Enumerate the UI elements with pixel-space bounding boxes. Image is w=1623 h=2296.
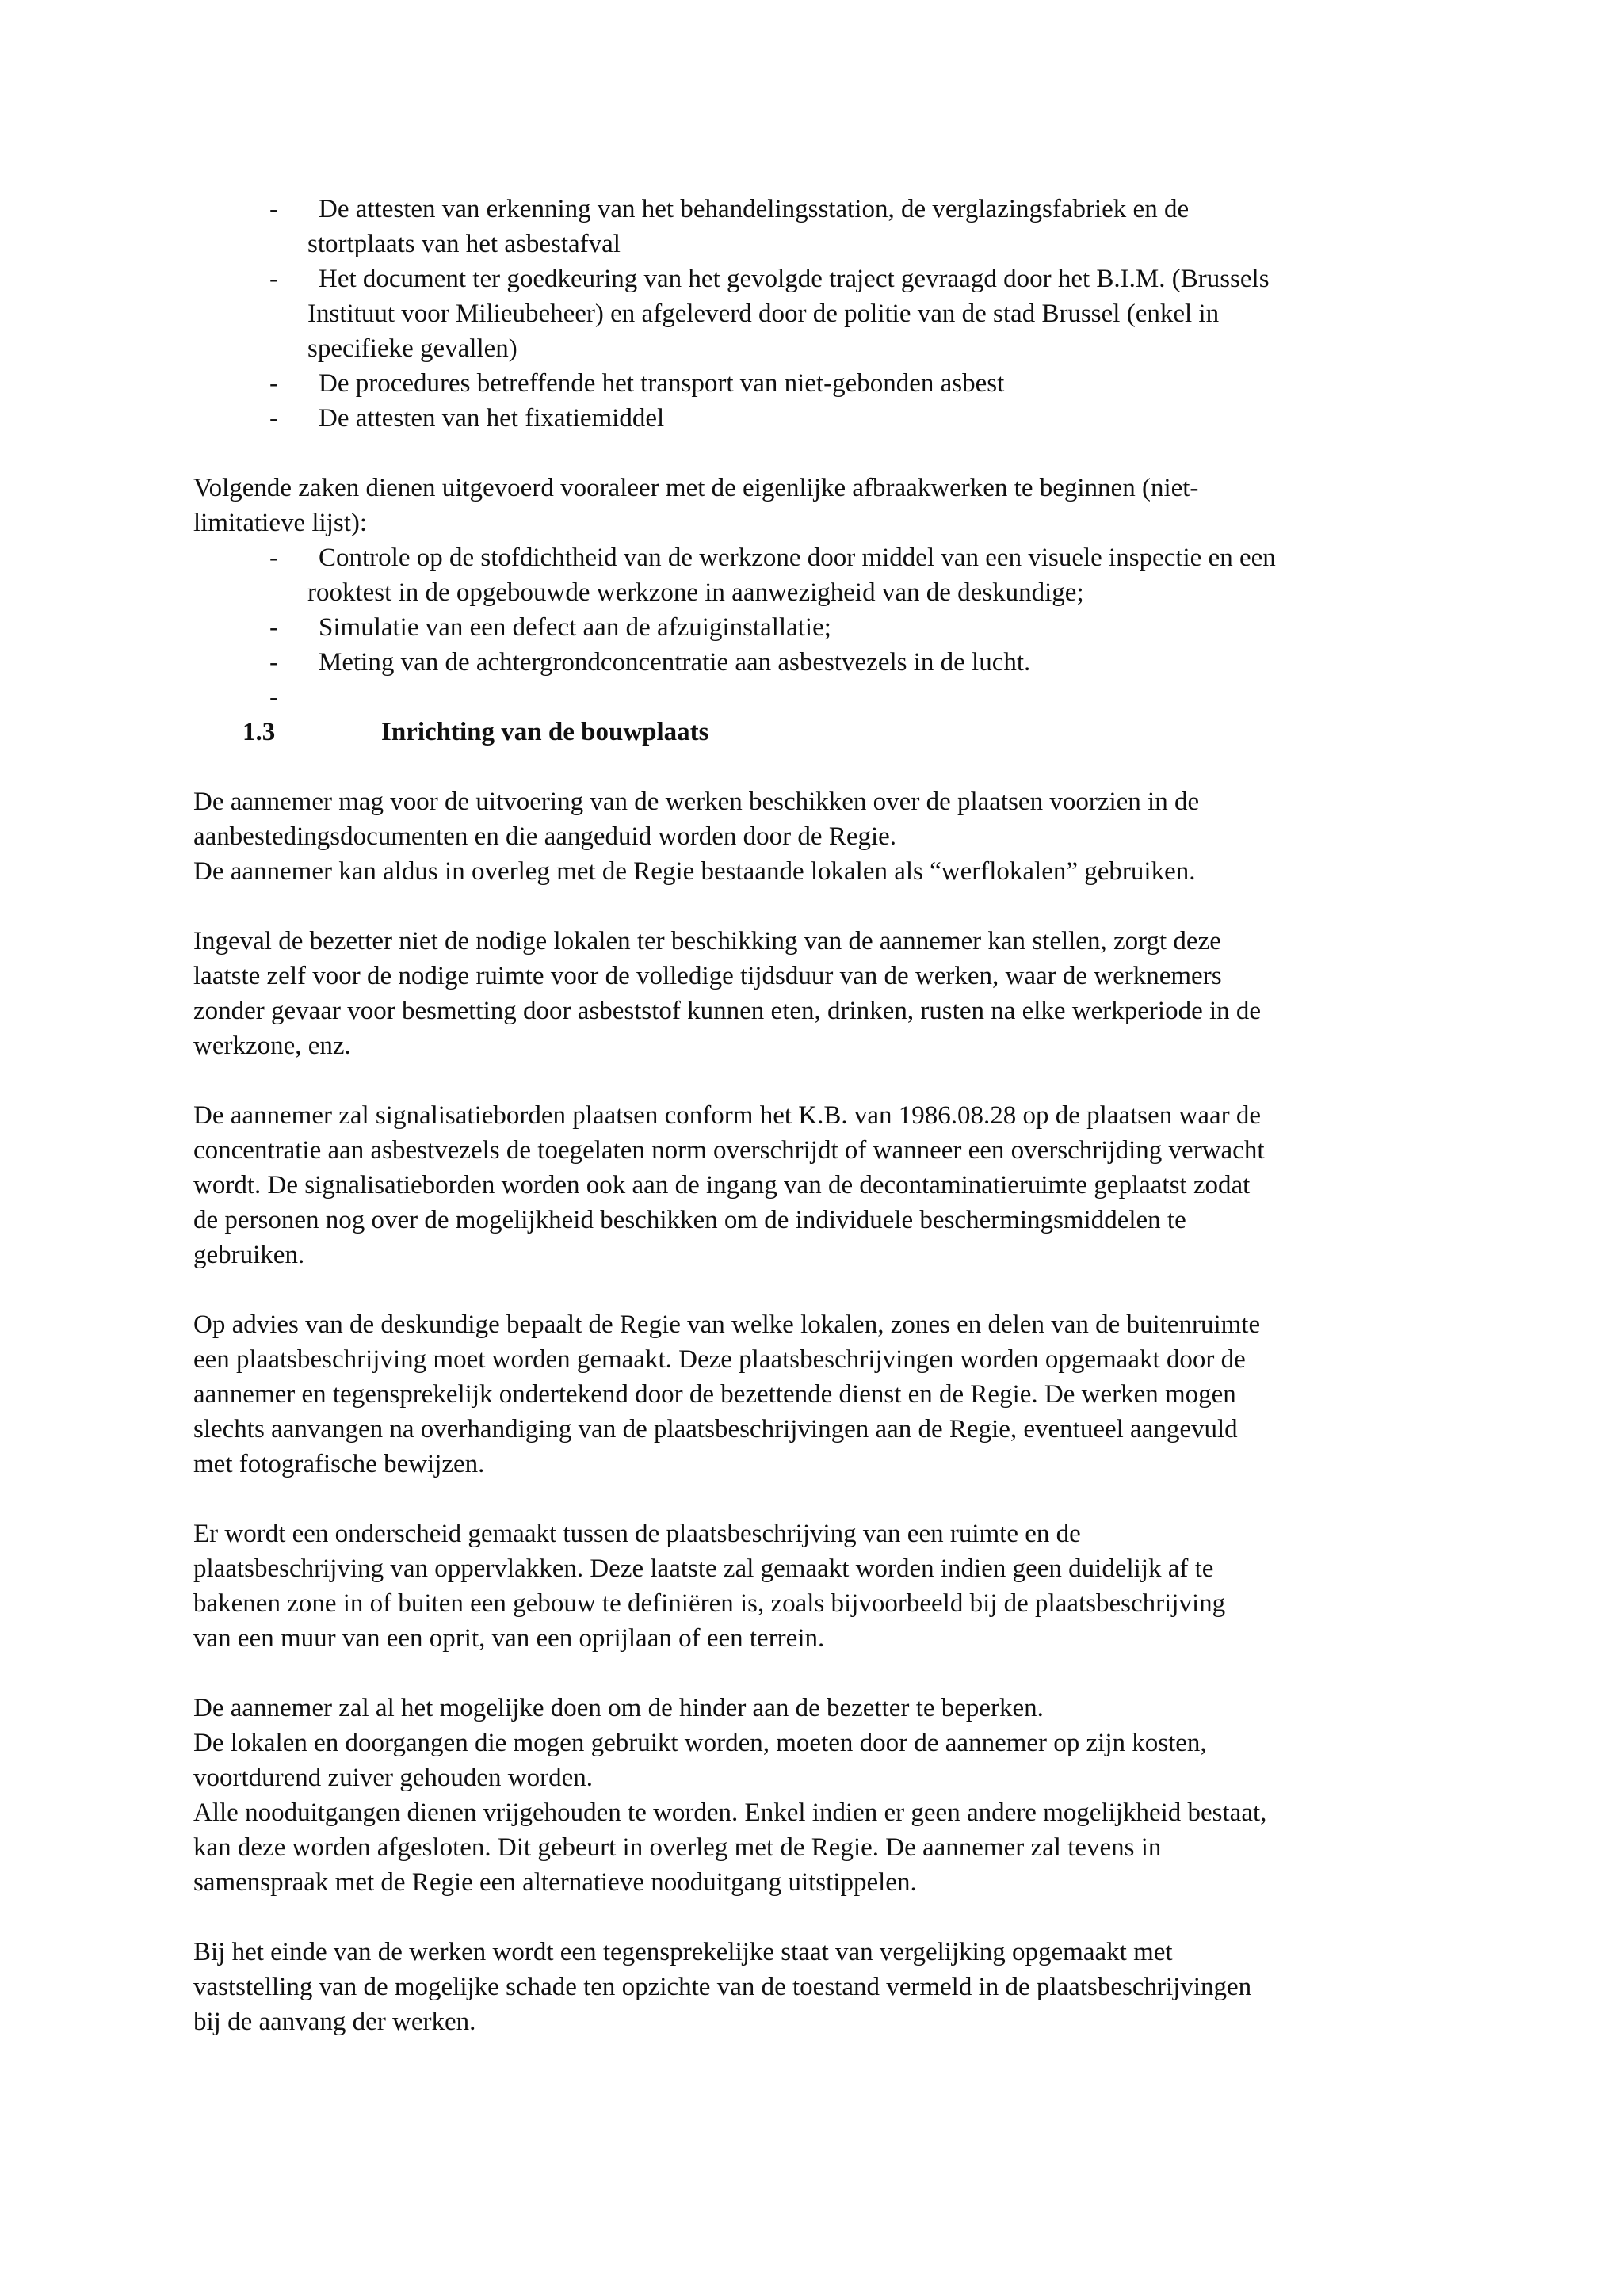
dash-bullet: - [269,265,278,293]
list-item-line: specifieke gevallen) [307,334,517,363]
list-item-line [307,680,1445,715]
body-paragraph [193,784,1445,889]
paragraph-line: De aannemer kan aldus in overleg met de Regie bestaande lokalen als “werflokalen” gebruiken. [193,857,1196,886]
section-title: Inrichting van de bouwplaats [381,718,709,746]
paragraph-line: aannemer en tegensprekelijk ondertekend door de bezettende dienst en de Regie. De werken mogen [193,1380,1236,1409]
list-item [269,680,1445,715]
paragraph-line: een plaatsbeschrijving moet worden gemaakt. Deze plaatsbeschrijvingen worden opgemaakt door de [193,1345,1246,1374]
list-item [269,645,1445,680]
body-paragraph [193,1516,1445,1656]
paragraph-line: kan deze worden afgesloten. Dit gebeurt in overleg met de Regie. De aannemer zal tevens in [193,1833,1162,1862]
paragraph-line: Volgende zaken dienen uitgevoerd vooraleer met de eigenlijke afbraakwerken te beginnen (niet- [193,474,1199,502]
paragraph-line: Op advies van de deskundige bepaalt de Regie van welke lokalen, zones en delen van de buitenruimte [193,1310,1261,1339]
list-item [269,366,1445,401]
body-paragraph [193,1935,1445,2039]
list-item [269,401,1445,436]
paragraph-line: zonder gevaar voor besmetting door asbeststof kunnen eten, drinken, rusten na elke werkperiode in de [193,997,1262,1025]
paragraph-line: Er wordt een onderscheid gemaakt tussen de plaatsbeschrijving van een ruimte en de [193,1520,1081,1548]
list-item [269,540,1445,610]
paragraph-line: De lokalen en doorgangen die mogen gebruikt worden, moeten door de aannemer op zijn kosten, [193,1729,1207,1757]
bullet-list-attests [269,192,1445,436]
document-body [193,192,1445,2074]
list-item-line: rooktest in de opgebouwde werkzone in aanwezigheid van de deskundige; [307,578,1084,607]
dash-bullet: - [269,683,278,711]
section-number: 1.3 [242,718,276,746]
paragraph-line: concentratie aan asbestvezels de toegelaten norm overschrijdt of wanneer een overschrijding verwacht [193,1136,1265,1165]
dash-bullet: - [269,613,278,642]
paragraph-line: samenspraak met de Regie een alternatieve nooduitgang uitstippelen. [193,1868,917,1897]
list-item-text [307,366,1445,401]
list-item [269,261,1445,366]
intro-paragraph [193,471,1445,540]
list-item-text [307,610,1445,645]
section-heading [242,715,1445,749]
paragraph-line: voortdurend zuiver gehouden worden. [193,1764,594,1792]
bullet-list-preparations [269,540,1445,715]
paragraph-line: De aannemer zal al het mogelijke doen om de hinder aan de bezetter te beperken. [193,1694,1044,1722]
dash-bullet: - [269,543,278,572]
list-item-text [307,401,1445,436]
list-item-line: De procedures betreffende het transport van niet-gebonden asbest [319,369,1005,398]
paragraph-line: bij de aanvang der werken. [193,2008,476,2036]
paragraph-line: werkzone, enz. [193,1032,351,1060]
spacer [193,436,1445,471]
paragraph-line: aanbestedingsdocumenten en die aangeduid worden door de Regie. [193,822,897,851]
list-item-line: Het document ter goedkeuring van het gevolgde traject gevraagd door het B.I.M. (Brussels [319,265,1270,293]
paragraph-line: De aannemer mag voor de uitvoering van de werken beschikken over de plaatsen voorzien in de [193,788,1200,816]
dash-bullet: - [269,648,278,677]
paragraph-line: Ingeval de bezetter niet de nodige lokalen ter beschikking van de aannemer kan stellen, zorgt deze [193,927,1221,955]
body-paragraph [193,1098,1445,1272]
paragraph-line: gebruiken. [193,1241,305,1269]
dash-bullet: - [269,195,278,223]
list-item [269,610,1445,645]
list-item-line: Meting van de achtergrondconcentratie aan asbestvezels in de lucht. [319,648,1031,677]
paragraph-line: limitatieve lijst): [193,509,368,537]
paragraph-line: de personen nog over de mogelijkheid beschikken om de individuele beschermingsmiddelen te [193,1206,1186,1234]
paragraph-line: bakenen zone in of buiten een gebouw te definiëren is, zoals bijvoorbeeld bij de plaatsbeschrijving [193,1589,1226,1618]
paragraph-line: laatste zelf voor de nodige ruimte voor de volledige tijdsduur van de werken, waar de werknemers [193,962,1222,990]
list-item-line: De attesten van erkenning van het behandelingsstation, de verglazingsfabriek en de [319,195,1190,223]
paragraph-line: wordt. De signalisatieborden worden ook aan de ingang van de decontaminatieruimte geplaatst zodat [193,1171,1251,1199]
list-item-text [307,261,1445,366]
body-paragraph [193,1691,1445,1900]
body-paragraphs [193,784,1445,2039]
body-paragraph [193,1307,1445,1482]
list-item-line: De attesten van het fixatiemiddel [319,404,665,433]
paragraph-line: vaststelling van de mogelijke schade ten opzichte van de toestand vermeld in de plaatsbeschrijvingen [193,1973,1252,2001]
list-item-line: Simulatie van een defect aan de afzuiginstallatie; [319,613,831,642]
list-item-text [307,192,1445,261]
list-item-line: Controle op de stofdichtheid van de werkzone door middel van een visuele inspectie en een [319,543,1276,572]
list-item-line: Instituut voor Milieubeheer) en afgeleverd door de politie van de stad Brussel (enkel in [307,299,1220,328]
paragraph-line: Alle nooduitgangen dienen vrijgehouden te worden. Enkel indien er geen andere mogelijkheid bestaat, [193,1798,1267,1827]
list-item-text [307,645,1445,680]
dash-bullet: - [269,404,278,433]
body-paragraph [193,924,1445,1063]
list-item-text [307,540,1445,610]
list-item [269,192,1445,261]
paragraph-line: Bij het einde van de werken wordt een tegensprekelijke staat van vergelijking opgemaakt met [193,1938,1173,1966]
paragraph-line: met fotografische bewijzen. [193,1450,485,1478]
paragraph-line: van een muur van een oprit, van een oprijlaan of een terrein. [193,1624,825,1653]
paragraph-line: slechts aanvangen na overhandiging van de plaatsbeschrijvingen aan de Regie, eventueel aangevuld [193,1415,1238,1444]
list-item-text [307,680,1445,715]
paragraph-line: plaatsbeschrijving van oppervlakken. Deze laatste zal gemaakt worden indien geen duidelijk af te [193,1554,1214,1583]
dash-bullet: - [269,369,278,398]
list-item-line: stortplaats van het asbestafval [307,230,621,258]
paragraph-line: De aannemer zal signalisatieborden plaatsen conform het K.B. van 1986.08.28 op de plaatsen waar de [193,1101,1262,1130]
